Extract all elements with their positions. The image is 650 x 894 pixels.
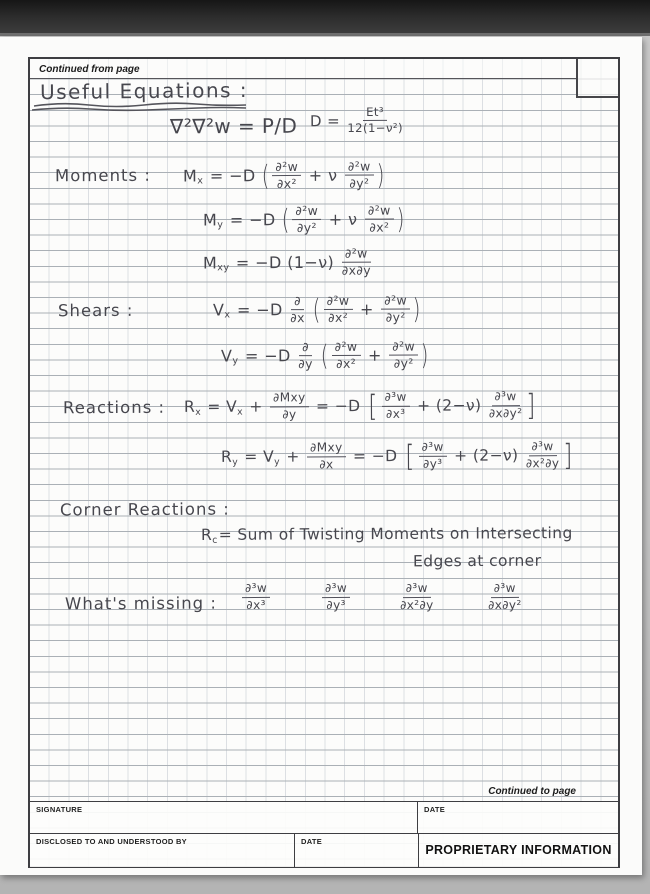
fraction [365,204,394,235]
bracket: ] [563,438,574,473]
fraction-denominator: ∂x³ [246,597,266,612]
equation-missing-2 [320,582,352,612]
signature-block [30,801,618,866]
equation-biharmonic [170,114,297,139]
signature-row [30,801,618,833]
section-label-missing-label [65,594,217,614]
fraction [298,340,313,371]
continued-to-label: Continued to page [488,786,576,797]
date-field[interactable] [418,802,618,833]
subscript: c [212,534,218,546]
fraction-numerator: ∂³w [419,441,447,457]
equation-text [315,346,321,365]
parenthesis: ( [320,338,330,373]
fraction-numerator: ∂²w [272,160,301,176]
equation-text: + ν [323,209,363,229]
section-label-section-shears [58,301,133,320]
equation-text: D = [309,111,346,130]
fraction-denominator: ∂y [298,356,313,372]
bracket: [ [367,388,378,423]
fraction-denominator: ∂x² [336,355,357,371]
fraction [489,390,523,420]
subscript: xy [217,262,230,274]
fraction-denominator: ∂y² [393,355,414,371]
equation-text: + [280,447,306,466]
equation-text: R [200,525,213,544]
equation-text: = V [239,447,275,466]
fraction [526,440,560,470]
equation-text: V [212,300,225,320]
equation-rc2 [413,552,541,571]
equation-text: + [354,299,380,319]
fraction-denominator: ∂x²∂y [525,455,560,470]
paper-sheet [0,37,642,875]
fraction-numerator: ∂³w [403,582,431,598]
equation-text: = −D [231,300,289,320]
equation-text: = −D (1−ν) [230,252,340,273]
ruled-content-area [28,57,620,868]
fraction-denominator: ∂x³ [385,406,406,421]
fraction-numerator: ∂²w [389,340,418,356]
fraction [322,582,350,612]
equation-text: + ν [303,165,343,185]
fraction-numerator: ∂Mxy [270,391,309,407]
signature-field[interactable] [30,802,418,833]
parenthesis: ( [261,159,270,193]
equation-mx [183,158,385,192]
fraction-numerator: ∂²w [292,204,321,220]
fraction-numerator: ∂²w [324,294,353,310]
fraction [389,340,418,371]
fraction-denominator: ∂x² [276,175,297,192]
fraction [307,441,346,471]
fraction-numerator: ∂²w [342,247,371,263]
equation-text [307,300,313,319]
equation-text: Corner Reactions : [59,499,230,520]
equation-mxy [203,247,373,279]
equation-text: = V [202,397,238,416]
fraction-denominator: ∂x²∂y [400,597,434,612]
equation-text: Edges at corner [412,551,542,571]
fraction-numerator: ∂³w [242,582,270,598]
disclosed-row [30,833,618,867]
fraction-numerator: ∂Mxy [307,441,346,457]
equation-text: R [220,447,233,466]
equation-text: M [202,253,218,273]
fraction [342,247,371,278]
fraction-numerator: ∂²w [381,294,410,310]
fraction [488,582,522,612]
fraction-numerator: ∂ [291,294,304,310]
equation-missing-4 [486,582,524,612]
date-label: DATE [424,805,446,814]
equation-text: M [202,210,218,230]
equation-text: V [220,346,233,366]
equation-rc [201,524,573,544]
fraction-numerator: ∂³w [382,391,410,407]
subscript: x [237,406,244,418]
parenthesis: ) [396,202,405,236]
disclosed-to-field[interactable] [30,834,295,867]
fraction-numerator: ∂³w [491,390,519,406]
fraction [292,204,321,235]
subscript: x [224,309,231,321]
fraction [381,294,410,325]
fraction [270,391,309,421]
equation-text: What's missing : [64,593,217,614]
fraction-denominator: ∂x∂y [341,262,372,278]
fraction-numerator: ∂²w [345,160,374,176]
fraction [332,340,361,371]
fraction-numerator: ∂³w [322,582,350,598]
equation-text: = −D [224,210,282,230]
fraction-denominator: ∂x [290,310,305,326]
equation-vx [213,292,422,326]
fraction-denominator: ∂x² [328,309,349,325]
fraction [290,294,305,325]
parenthesis: ) [376,158,385,192]
equation-missing-3 [398,582,436,612]
equation-text: Reactions : [62,397,166,418]
fraction-denominator: ∂x∂y² [488,405,523,420]
subscript: y [232,355,239,367]
bracket: [ [404,438,415,473]
subscript: y [217,219,224,231]
fraction [345,160,374,191]
fraction-denominator: ∂x∂y² [488,597,522,612]
fraction [272,160,301,191]
notes-title: Useful Equations : [39,77,249,105]
section-label-section-corner [60,500,230,520]
fraction-numerator: ∂²w [332,340,361,356]
section-label-section-reactions [63,398,165,418]
date-field-2[interactable] [295,834,419,867]
equation-rx [184,388,538,424]
date2-label: DATE [301,837,323,846]
equation-text: Shears : [57,300,134,321]
page-number-box [576,59,618,98]
subscript: x [195,406,202,418]
fraction-denominator: ∂y² [296,219,317,236]
fraction-denominator: 12(1−ν²) [347,120,403,136]
equation-text: = −D [239,346,297,366]
equation-flexural-rigidity [310,106,405,136]
equation-text: + (2−ν) [411,396,487,415]
fraction-numerator: ∂ [299,340,312,356]
equation-text: Moments : [54,165,151,186]
fraction-numerator: ∂²w [365,204,394,220]
fraction [242,582,270,612]
subscript: y [274,456,281,468]
bracket: ] [526,388,537,423]
fraction [382,391,410,421]
equation-vy [221,338,430,372]
parenthesis: ) [412,292,421,326]
fraction [324,294,353,325]
fraction-numerator: Et³ [363,106,387,121]
equation-text: + [243,397,269,416]
parenthesis: ) [420,338,429,372]
fraction-denominator: ∂y² [349,175,370,191]
title-underline-squiggle [32,101,250,115]
fraction-numerator: ∂³w [528,440,556,456]
fraction-denominator: ∂y³ [326,597,346,612]
equation-text: R [183,397,196,416]
fraction-denominator: ∂y³ [422,456,443,471]
fraction-denominator: ∂y [282,406,297,421]
parenthesis: ( [312,292,322,327]
equation-missing-1 [240,582,272,612]
fraction [400,582,434,612]
fraction-denominator: ∂x [319,456,334,471]
proprietary-information-stamp: PROPRIETARY INFORMATION [425,843,612,858]
equation-text: + [362,345,388,365]
equation-text: = −D [310,396,366,416]
fraction [347,106,403,135]
fraction-denominator: ∂y² [385,309,406,325]
continued-from-label: Continued from page [30,59,576,79]
disclosed-label: DISCLOSED TO AND UNDERSTOOD BY [36,837,187,846]
equation-text: ∇²∇²w = P/D [169,113,298,139]
equation-text: + (2−ν) [448,446,524,465]
signature-label: SIGNATURE [36,805,83,814]
equation-ry [221,438,575,474]
equation-my [203,202,405,236]
scanner-edge-top [0,0,650,36]
section-label-section-moments [55,166,151,186]
equation-text: = −D [204,166,262,186]
fraction-numerator: ∂³w [491,582,519,598]
equation-text: = −D [347,446,403,466]
fraction [419,441,447,471]
equation-text: M [182,166,198,186]
equation-text: = Sum of Twisting Moments on Intersecting [218,524,573,544]
parenthesis: ( [281,203,290,237]
subscript: x [197,175,204,187]
fraction-denominator: ∂x² [369,219,390,235]
subscript: y [232,456,239,468]
